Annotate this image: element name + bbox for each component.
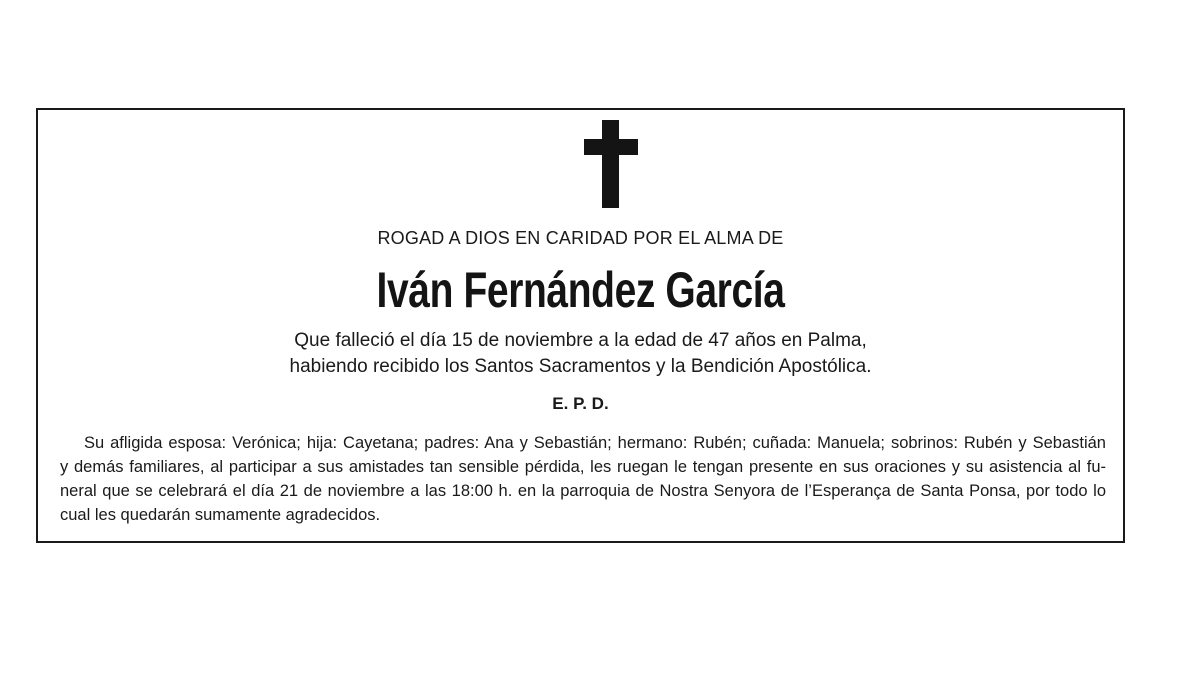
cross-icon bbox=[584, 120, 638, 208]
cross-horizontal-bar bbox=[584, 139, 638, 155]
deceased-name-text: Iván Fernández García bbox=[376, 262, 785, 318]
death-details-line: Que falleció el día 15 de noviembre a la edad de 47 años en Palma, bbox=[294, 330, 867, 351]
obituary-notice bbox=[36, 108, 1125, 543]
announcement-line: neral que se celebrará el día 21 de noviembre a las 18:00 h. en la parroquia de Nostra Senyora de l’Esperança de Santa Ponsa, por todo lo bbox=[60, 482, 1106, 500]
family-announcement bbox=[60, 431, 1106, 527]
announcement-line: cual les quedarán sumamente agradecidos. bbox=[60, 506, 381, 524]
epd-label: E. P. D. bbox=[552, 394, 609, 413]
death-details bbox=[38, 328, 1123, 380]
announcement-line: y demás familiares, al participar a sus amistades tan sensible pérdida, les ruegan le tengan presente en sus oraciones y su asistencia al fu- bbox=[60, 458, 1106, 476]
death-details-line: habiendo recibido los Santos Sacramentos y la Bendición Apostólica. bbox=[289, 356, 872, 377]
prayer-header: ROGAD A DIOS EN CARIDAD POR EL ALMA DE bbox=[377, 228, 784, 248]
announcement-line: Su afligida esposa: Verónica; hija: Cayetana; padres: Ana y Sebastián; hermano: Rubén; cuñada: Manuela; sobrinos: Rubén y Sebastián bbox=[84, 434, 1106, 452]
cross-vertical-bar bbox=[602, 120, 619, 208]
deceased-name bbox=[38, 254, 1123, 326]
